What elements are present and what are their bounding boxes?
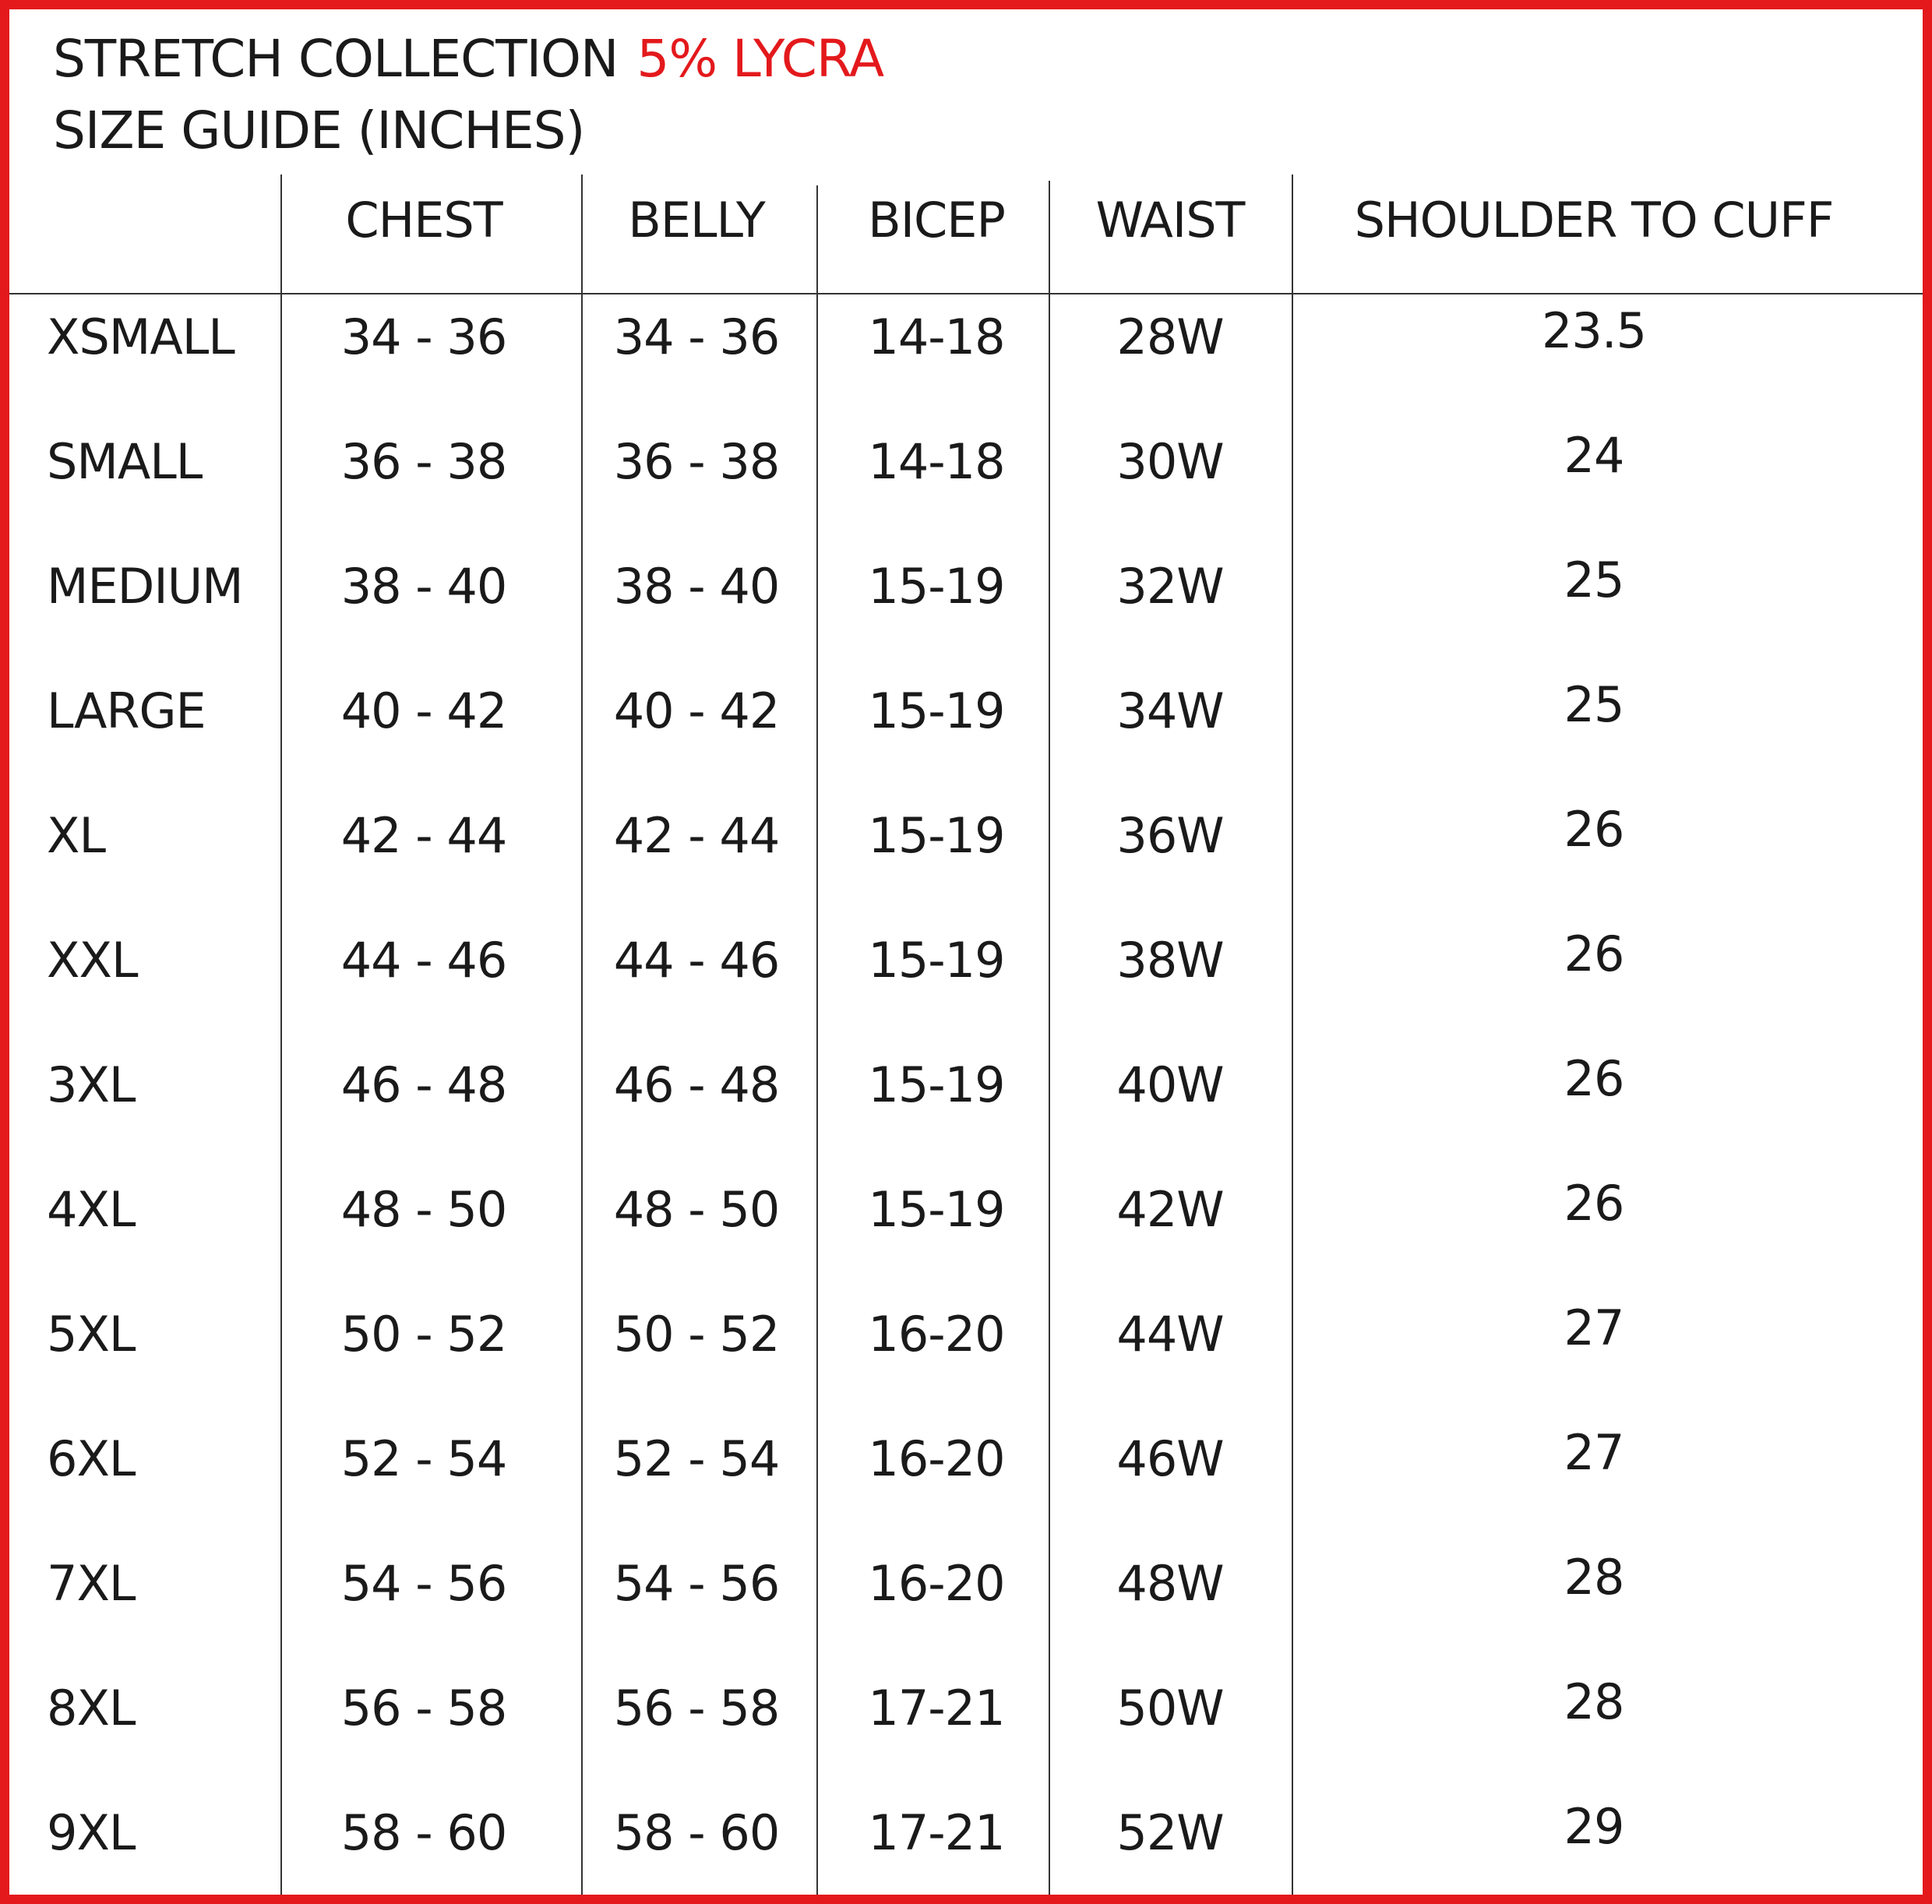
table-cell: 52W (1116, 1804, 1224, 1861)
table-cell: 54 - 56 (340, 1555, 507, 1612)
table-cell: 44 - 46 (613, 932, 780, 989)
table-cell: 28 (1564, 1549, 1624, 1606)
table-cell: 38W (1116, 932, 1224, 989)
table-cell: 46 - 48 (613, 1056, 780, 1113)
table-cell: 23.5 (1541, 302, 1647, 359)
table-cell: 25 (1564, 676, 1624, 733)
table-cell: 50 - 52 (613, 1306, 780, 1363)
table-cell: 34W (1116, 682, 1224, 739)
table-cell: 50W (1116, 1680, 1224, 1737)
table-cell: 48W (1116, 1555, 1224, 1612)
table-cell: 38 - 40 (340, 558, 507, 615)
column-header: BICEP (868, 192, 1005, 249)
table-cell: 15-19 (868, 558, 1005, 615)
column-header: WAIST (1095, 192, 1245, 249)
table-cell: 28W (1116, 309, 1224, 365)
table-cell: 26 (1564, 1050, 1624, 1107)
collection-title: STRETCH COLLECTION (53, 29, 619, 89)
table-cell: 46W (1116, 1430, 1224, 1487)
size-label: XXL (47, 932, 138, 989)
table-cell: 17-21 (868, 1680, 1005, 1737)
table-cell: 44 - 46 (340, 932, 507, 989)
size-guide-subtitle: SIZE GUIDE (INCHES) (53, 100, 585, 160)
table-cell: 17-21 (868, 1804, 1005, 1861)
table-cell: 15-19 (868, 932, 1005, 989)
fabric-badge: 5% LYCRA (636, 29, 884, 89)
table-cell: 29 (1564, 1798, 1624, 1855)
table-cell: 16-20 (868, 1306, 1005, 1363)
size-label: XL (47, 807, 106, 864)
table-cell: 32W (1116, 558, 1224, 615)
table-cell: 36 - 38 (613, 433, 780, 490)
size-label: 3XL (47, 1056, 136, 1113)
table-cell: 58 - 60 (613, 1804, 780, 1861)
size-label: SMALL (47, 433, 203, 490)
table-cell: 42 - 44 (340, 807, 507, 864)
table-cell: 15-19 (868, 682, 1005, 739)
table-cell: 26 (1564, 926, 1624, 982)
table-cell: 14-18 (868, 309, 1005, 365)
table-cell: 27 (1564, 1424, 1624, 1481)
table-cell: 48 - 50 (613, 1181, 780, 1238)
table-cell: 34 - 36 (340, 309, 507, 365)
table-cell: 48 - 50 (340, 1181, 507, 1238)
table-cell: 42W (1116, 1181, 1224, 1238)
table-cell: 52 - 54 (340, 1430, 507, 1487)
table-cell: 24 (1564, 427, 1624, 484)
size-label: 5XL (47, 1306, 136, 1363)
table-cell: 52 - 54 (613, 1430, 780, 1487)
table-cell: 30W (1116, 433, 1224, 490)
table-cell: 42 - 44 (613, 807, 780, 864)
table-cell: 14-18 (868, 433, 1005, 490)
table-cell: 54 - 56 (613, 1555, 780, 1612)
table-cell: 56 - 58 (613, 1680, 780, 1737)
table-cell: 38 - 40 (613, 558, 780, 615)
table-cell: 25 (1564, 552, 1624, 608)
table-cell: 27 (1564, 1299, 1624, 1356)
column-divider (280, 175, 282, 1895)
column-header: SHOULDER TO CUFF (1354, 192, 1834, 249)
size-label: 4XL (47, 1181, 136, 1238)
table-cell: 15-19 (868, 807, 1005, 864)
table-cell: 40W (1116, 1056, 1224, 1113)
table-cell: 40 - 42 (613, 682, 780, 739)
table-cell: 28 (1564, 1673, 1624, 1730)
title-block (53, 23, 883, 167)
table-cell: 36W (1116, 807, 1224, 864)
table-cell: 34 - 36 (613, 309, 780, 365)
table-cell: 44W (1116, 1306, 1224, 1363)
table-cell: 26 (1564, 801, 1624, 858)
column-divider (581, 175, 583, 1895)
title-line (53, 23, 883, 95)
table-cell: 15-19 (868, 1181, 1005, 1238)
table-cell: 36 - 38 (340, 433, 507, 490)
table-cell: 16-20 (868, 1430, 1005, 1487)
table-cell: 26 (1564, 1175, 1624, 1232)
column-divider (1049, 181, 1050, 1895)
table-cell: 50 - 52 (340, 1306, 507, 1363)
column-divider (1292, 175, 1293, 1895)
size-label: 8XL (47, 1680, 136, 1737)
size-label: 9XL (47, 1804, 136, 1861)
header-divider (9, 293, 1923, 294)
table-cell: 46 - 48 (340, 1056, 507, 1113)
size-label: XSMALL (47, 309, 234, 365)
size-label: 6XL (47, 1430, 136, 1487)
size-label: LARGE (47, 682, 206, 739)
table-cell: 16-20 (868, 1555, 1005, 1612)
size-label: 7XL (47, 1555, 136, 1612)
table-cell: 56 - 58 (340, 1680, 507, 1737)
size-label: MEDIUM (47, 558, 243, 615)
column-header: BELLY (628, 192, 765, 249)
table-cell: 58 - 60 (340, 1804, 507, 1861)
column-divider (816, 185, 818, 1895)
table-cell: 15-19 (868, 1056, 1005, 1113)
table-cell: 40 - 42 (340, 682, 507, 739)
column-header: CHEST (345, 192, 502, 249)
